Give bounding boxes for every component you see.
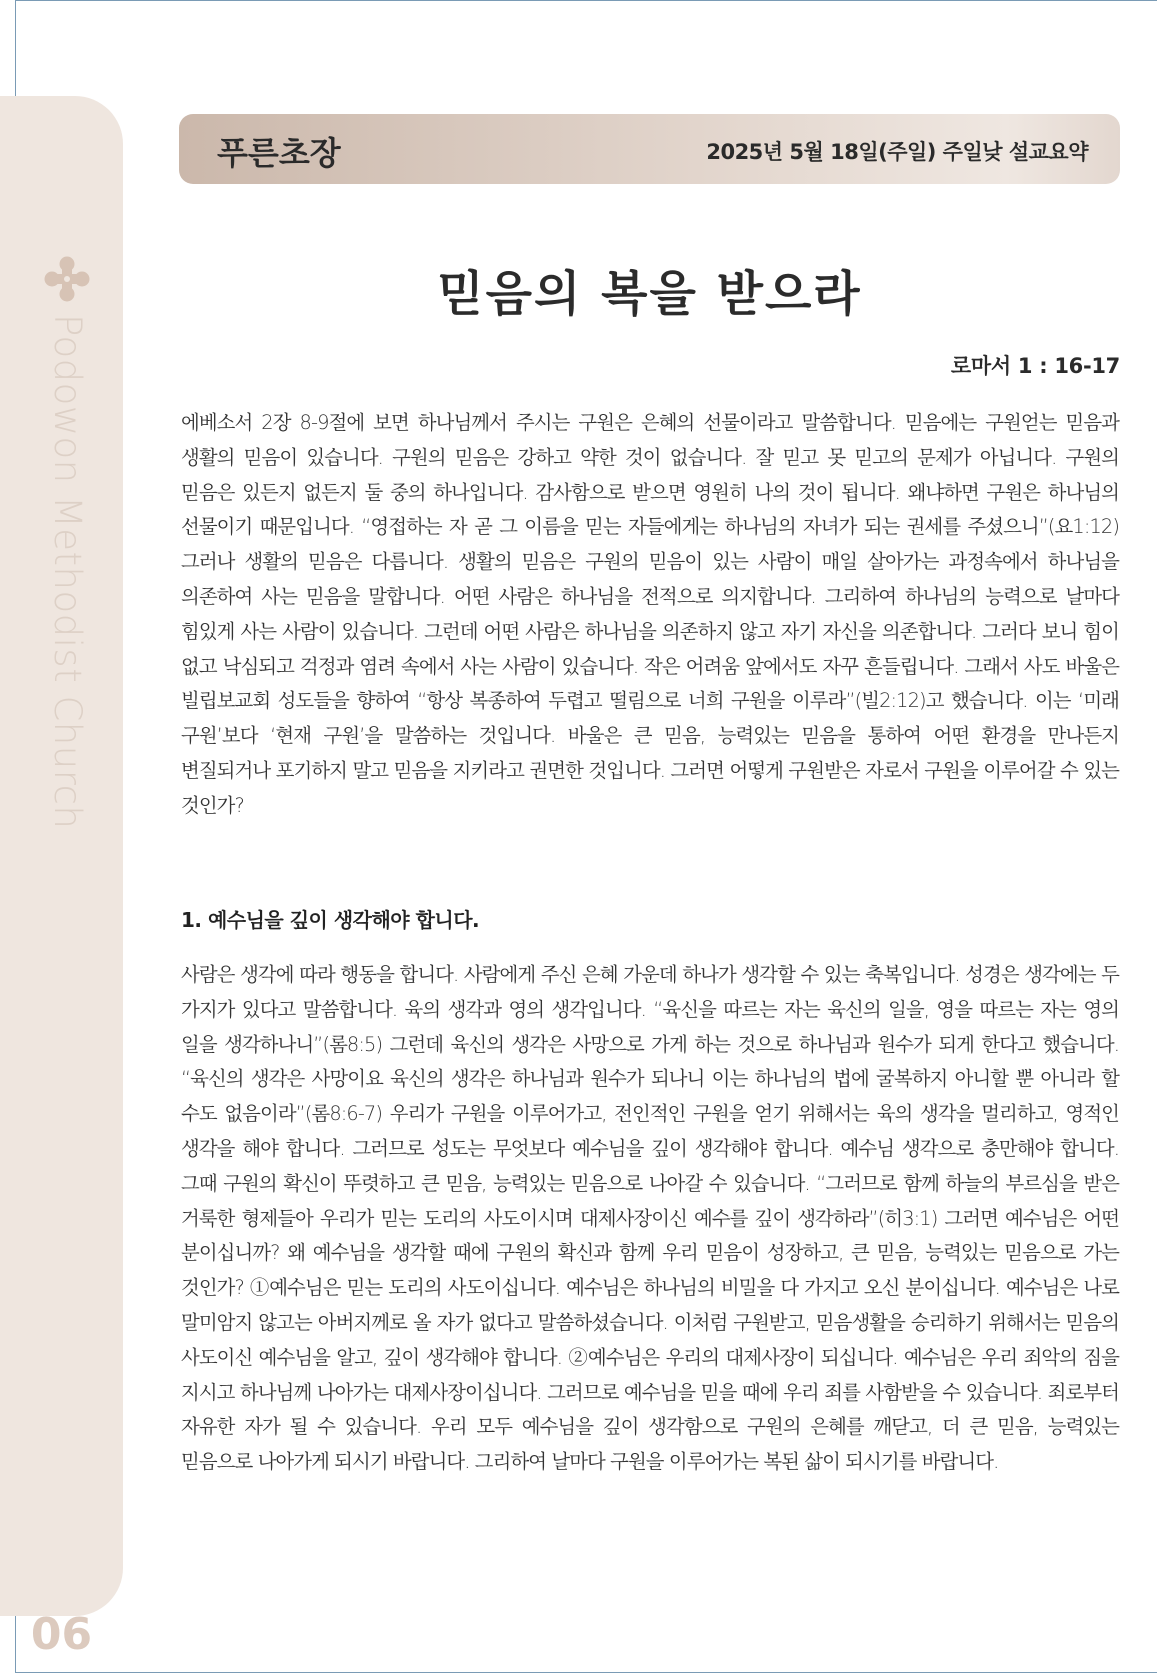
column-title: 푸른초장 <box>217 134 341 172</box>
sermon-title: 믿음의 복을 받으라 <box>437 266 862 322</box>
page-number: 06 <box>30 1609 93 1660</box>
scripture-reference: 로마서 1 : 16-17 <box>950 354 1120 378</box>
intro-paragraph: 에베소서 2장 8-9절에 보면 하나님께서 주시는 구원은 은혜의 선물이라고 말씀합니다. 믿음에는 구원얻는 믿음과 생활의 믿음이 있습니다. 구원의 믿음은 강하고 약한 것이 없습니다. 잘 믿고 못 믿고의 문제가 아닙니다. 구원의 믿음은 있든지 없든지 둘 중의 하나입니다. 감사함으로 받으면 영원히 나의 것이 됩니다. 왜냐하면 구원은 하나님의 선물이기 때문입니다. “영접하는 자 곧 그 이름을 믿는 자들에게는 하나님의 자녀가 되는 권세를 주셨으니”(요1:12) 그러나 생활의 믿음은 다릅니다. 생활의 믿음은 구원의 믿음이 있는 사람이 매일 살아가는 과정속에서 하나님을 의존하여 사는 믿음을 말합니다. 어떤 사람은 하나님을 전적으로 의지합니다. 그리하여 하나님의 능력으로 날마다 힘있게 사는 사람이 있습니다. 그런데 어떤 사람은 하나님을 의존하지 않고 자기 자신을 의존합니다. 그러다 보니 힘이 없고 낙심되고 걱정과 염려 속에서 사는 사람이 있습니다. 작은 어려움 앞에서도 자꾸 흔들립니다. 그래서 사도 바울은 빌립보교회 성도들을 향하여 “항상 복종하여 두렵고 떨림으로 너희 구원을 이루라”(빌2:12)고 했습니다. 이는 ‘미래 구원’보다 ‘현재 구원’을 말씀하는 것입니다. 바울은 큰 믿음, 능력있는 믿음을 통하여 어떤 환경을 만나든지 변질되거나 포기하지 말고 믿음을 지키라고 권면한 것입니다. 그러면 어떻게 구원받은 자로서 구원을 이루어갈 수 있는 것인가? <box>181 411 1119 817</box>
sidebar-band <box>0 96 123 1660</box>
sermon-date-label: 2025년 5월 18일(주일) 주일낮 설교요약 <box>706 140 1088 164</box>
header-bar <box>179 114 1120 184</box>
section-paragraph: 사람은 생각에 따라 행동을 합니다. 사람에게 주신 은혜 가운데 하나가 생각할 수 있는 축복입니다. 성경은 생각에는 두 가지가 있다고 말씀합니다. 육의 생각과 영의 생각입니다. “육신을 따르는 자는 육신의 일을, 영을 따르는 자는 영의 일을 생각하나니”(롬8:5) 그런데 육신의 생각은 사망으로 가게 하는 것으로 하나님과 원수가 되게 한다고 했습니다. “육신의 생각은 사망이요 육신의 생각은 하나님과 원수가 되나니 이는 하나님의 법에 굴복하지 아니할 뿐 아니라 할 수도 없음이라”(롬8:6-7) 우리가 구원을 이루어가고, 전인적인 구원을 얻기 위해서는 육의 생각을 멀리하고, 영적인 생각을 해야 합니다. 그러므로 성도는 무엇보다 예수님을 깊이 생각해야 합니다. 예수님 생각으로 충만해야 합니다. 그때 구원의 확신이 뚜렷하고 큰 믿음, 능력있는 믿음으로 나아갈 수 있습니다. “그러므로 함께 하늘의 부르심을 받은 거룩한 형제들아 우리가 믿는 도리의 사도이시며 대제사장이신 예수를 깊이 생각하라”(히3:1) 그러면 예수님은 어떤 분이십니까? 왜 예수님을 생각할 때에 구원의 확신과 함께 우리 믿음이 성장하고, 큰 믿음, 능력있는 믿음으로 가는 것인가? ①예수님은 믿는 도리의 사도이십니다. 예수님은 하나님의 비밀을 다 가지고 오신 분이십니다. 예수님은 나로 말미암지 않고는 아버지께로 올 자가 없다고 말씀하셨습니다. 이처럼 구원받고, 믿음생활을 승리하기 위해서는 믿음의 사도이신 예수님을 알고, 깊이 생각해야 합니다. ②예수님은 우리의 대제사장이 되십니다. 예수님은 우리 죄악의 짐을 지시고 하나님께 나아가는 대제사장이십니다. 그러므로 예수님을 믿을 때에 우리 죄를 사함받을 수 있습니다. 죄로부터 자유한 자가 될 수 있습니다. 우리 모두 예수님을 깊이 생각함으로 구원의 은혜를 깨닫고, 더 큰 믿음, 능력있는 믿음으로 나아가게 되시기 바랍니다. 그리하여 날마다 구원을 이루어가는 복된 삶이 되시기를 바랍니다. <box>181 963 1119 1474</box>
section-heading: 1. 예수님을 깊이 생각해야 합니다. <box>181 908 480 932</box>
cross-icon <box>44 256 90 302</box>
church-name: Podowon Methodist Church <box>46 314 89 830</box>
